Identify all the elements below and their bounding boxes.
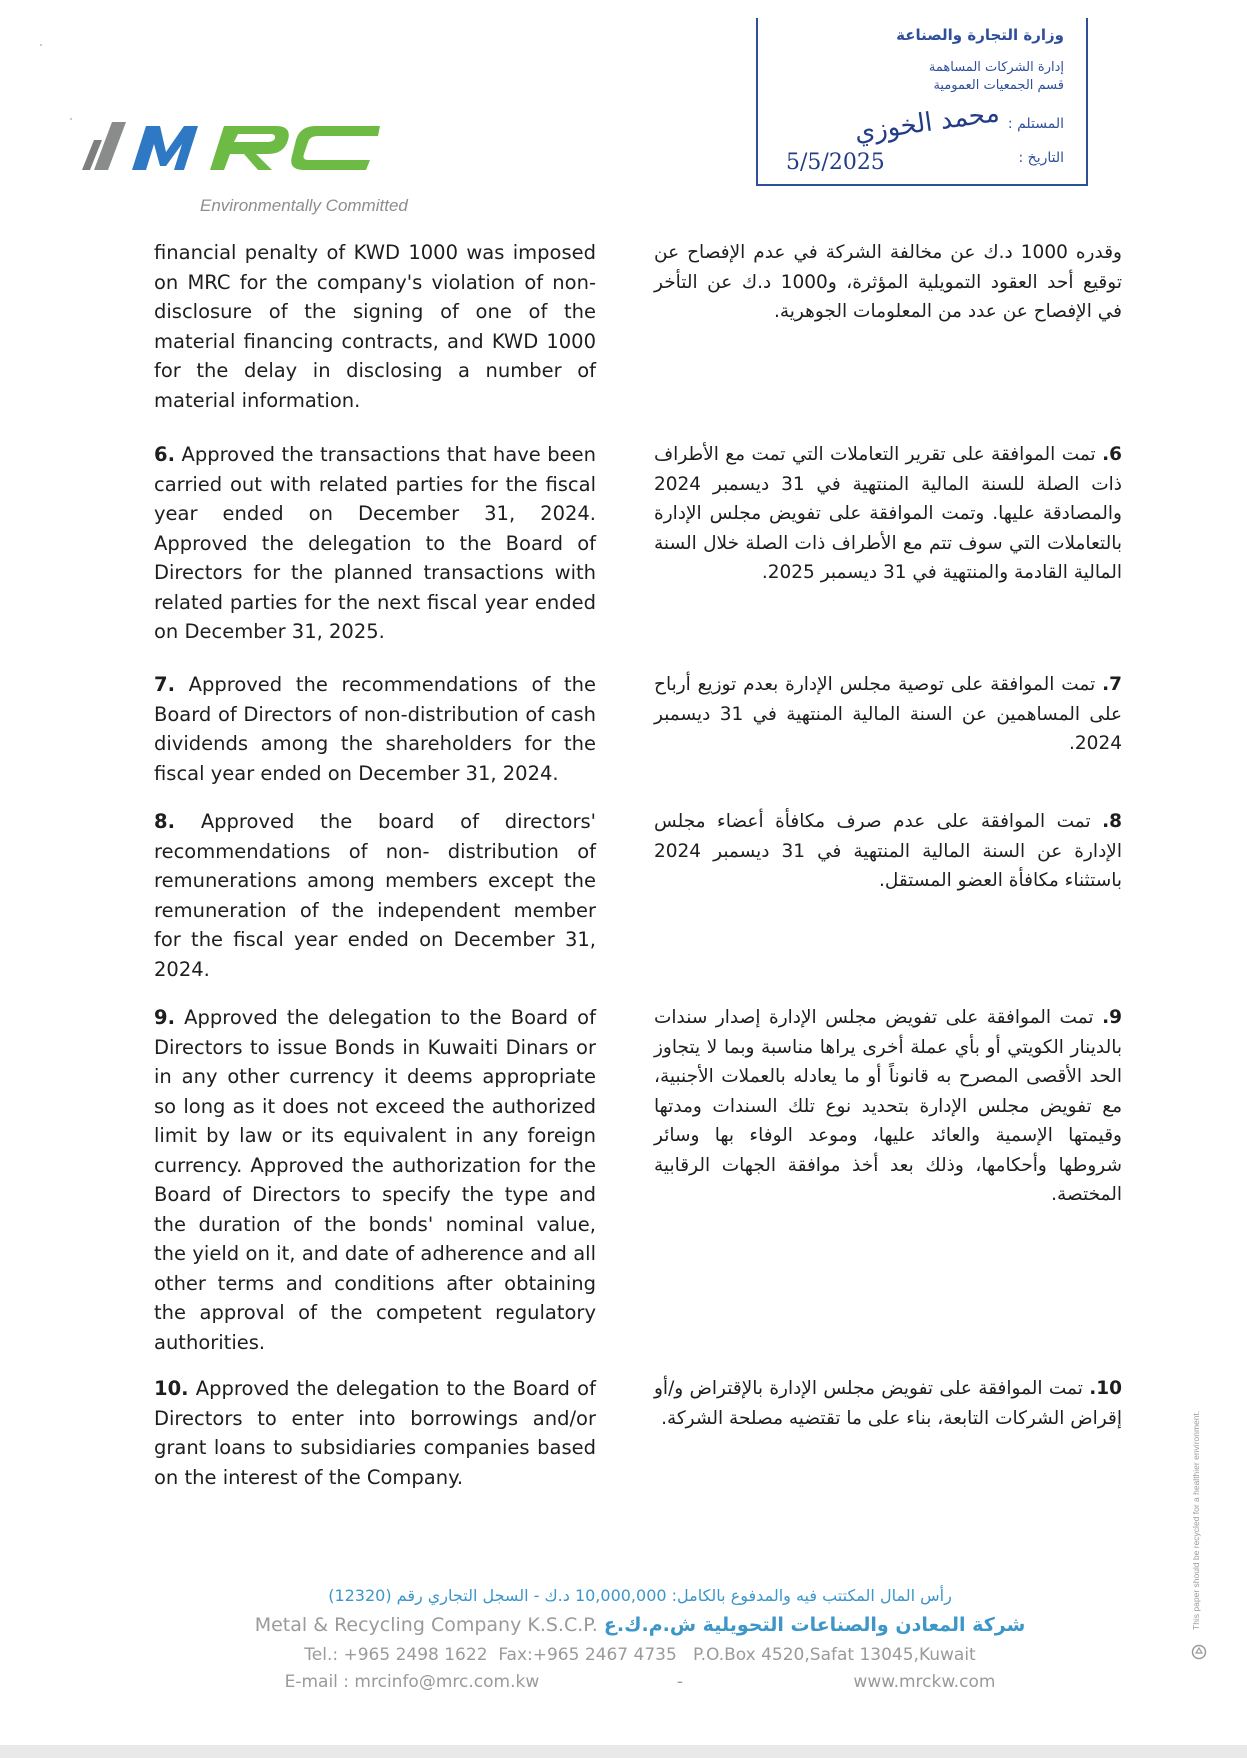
stamp-section: قسم الجمعيات العمومية bbox=[933, 78, 1064, 93]
logo-tagline: Environmentally Committed bbox=[200, 196, 408, 215]
section-ar-continuation bbox=[654, 238, 1122, 327]
section-en-9 bbox=[154, 1003, 596, 1357]
scan-speck bbox=[40, 44, 42, 46]
section-en-text: financial penalty of KWD 1000 was imposed on MRC for the company's violation of non-disclosure of the signing of one of the material financing contracts, and KWD 1000 for the delay in disclosing a number of material information. bbox=[154, 241, 596, 412]
stamp-dept: إدارة الشركات المساهمة bbox=[928, 60, 1064, 75]
section-ar-text: تمت الموافقة على تفويض مجلس الإدارة إصدار سندات بالدينار الكويتي أو بأي عملة أخرى يراها مناسبة وبما لا يتجاوز الحد الأقصى المصرح به قانوناً أو ما يعادله بالعملات الأجنبية، مع تفويض مجلس الإدارة بتحديد نوع تلك السندات ومدتها وقيمتها الإسمية والعائد عليها، وموعد الوفاء بها وسائر شروطها وأحكامها، وذلك بعد أخذ موافقة الجهات الرقابية المختصة. bbox=[654, 1007, 1122, 1205]
section-number: 7. bbox=[1102, 674, 1122, 695]
section-number: 6. bbox=[1102, 444, 1122, 465]
section-ar-6 bbox=[654, 440, 1122, 588]
section-number: 7. bbox=[154, 673, 175, 696]
section-number: 8. bbox=[1102, 811, 1122, 832]
section-ar-8 bbox=[654, 807, 1122, 896]
section-number: 10. bbox=[1089, 1378, 1122, 1399]
section-en-10 bbox=[154, 1374, 596, 1492]
section-en-text: Approved the delegation to the Board of Directors to enter into borrowings and/or grant loans to subsidiaries companies based on the interest of the Company. bbox=[154, 1377, 596, 1489]
section-ar-7 bbox=[654, 670, 1122, 759]
stamp-ministry: وزارة التجارة والصناعة bbox=[896, 26, 1064, 44]
recycle-icon bbox=[1191, 1644, 1207, 1660]
stamp-signature: محمد الخوزي bbox=[852, 97, 1002, 149]
scan-speck bbox=[70, 118, 72, 120]
section-en-continuation bbox=[154, 238, 596, 415]
footer-capital: رأس المال المكتتب فيه والمدفوع بالكامل: 10,000,000 د.ك - السجل التجاري رقم (12320) bbox=[328, 1586, 952, 1605]
section-ar-text: وقدره 1000 د.ك عن مخالفة الشركة في عدم الإفصاح عن توقيع أحد العقود التمويلية المؤثرة، و1000 د.ك عن التأخر في الإفصاح عن عدد من المعلومات الجوهرية. bbox=[654, 242, 1122, 322]
recycle-note: This paper should be recycled for a healthier environment. bbox=[1191, 1410, 1201, 1630]
section-en-8 bbox=[154, 807, 596, 984]
footer-pobox: P.O.Box 4520,Safat 13045,Kuwait bbox=[693, 1645, 976, 1665]
section-en-6 bbox=[154, 440, 596, 647]
footer-tel: Tel.: +965 2498 1622 bbox=[304, 1645, 488, 1665]
section-number: 10. bbox=[154, 1377, 189, 1400]
footer-separator: - bbox=[676, 1672, 684, 1692]
section-number: 9. bbox=[154, 1006, 175, 1029]
section-en-text: Approved the recommendations of the Board of Directors of non-distribution of cash dividends among the shareholders for the fiscal year ended on December 31, 2024. bbox=[154, 673, 596, 785]
footer-company-en: Metal & Recycling Company K.S.C.P. bbox=[254, 1614, 598, 1636]
stamp-date: 5/5/2025 bbox=[786, 150, 885, 175]
footer-fax: Fax:+965 2467 4735 bbox=[498, 1645, 677, 1665]
stamp-date-label: التاريخ : bbox=[1018, 150, 1064, 166]
scan-edge bbox=[0, 1745, 1247, 1758]
section-ar-9 bbox=[654, 1003, 1122, 1210]
section-ar-text: تمت الموافقة على تقرير التعاملات التي تمت مع الأطراف ذات الصلة للسنة المالية المنتهية في 31 ديسمبر 2024 والمصادقة عليها. وتمت الموافقة على تفويض مجلس الإدارة بالتعاملات التي سوف تتم مع الأطراف ذات الصلة خلال السنة المالية القادمة والمنتهية في 31 ديسمبر 2025. bbox=[654, 444, 1123, 583]
footer-company-ar: شركة المعادن والصناعات التحويلية ش.م.ك.ع bbox=[603, 1614, 1026, 1636]
section-ar-10 bbox=[654, 1374, 1122, 1433]
section-en-7 bbox=[154, 670, 596, 788]
footer-web bbox=[240, 1672, 1040, 1692]
footer-email[interactable]: E-mail : mrcinfo@mrc.com.kw bbox=[284, 1672, 540, 1692]
section-ar-text: تمت الموافقة على عدم صرف مكافأة أعضاء مجلس الإدارة عن السنة المالية المنتهية في 31 ديسمبر 2024 باستثناء مكافأة العضو المستقل. bbox=[654, 811, 1123, 891]
section-en-text: Approved the delegation to the Board of Directors to issue Bonds in Kuwaiti Dinars or in any other currency it deems appropriate so long as it does not exceed the authorized limit by law or its equivalent in any foreign currency. Approved the authorization for the Board of Directors to specify the type and the duration of the bonds' nominal value, the yield on it, and date of adherence and all other terms and conditions after obtaining the approval of the competent regulatory authorities. bbox=[154, 1006, 596, 1354]
section-ar-text: تمت الموافقة على توصية مجلس الإدارة بعدم توزيع أرباح على المساهمين عن السنة المالية المنتهية في 31 ديسمبر 2024. bbox=[654, 674, 1122, 754]
section-en-text: Approved the transactions that have been carried out with related parties for the fiscal year ended on December 31, 2024. Approved the delegation to the Board of Directors for the planned transactions with related parties for the next fiscal year ended on December 31, 2025. bbox=[154, 443, 596, 643]
section-ar-text: تمت الموافقة على تفويض مجلس الإدارة بالإقتراض و/أو إقراض الشركات التابعة، بناء على ما تقتضيه مصلحة الشركة. bbox=[654, 1378, 1122, 1429]
section-number: 6. bbox=[154, 443, 175, 466]
footer-company bbox=[240, 1614, 1040, 1636]
footer-website[interactable]: www.mrckw.com bbox=[853, 1672, 996, 1692]
footer-contacts bbox=[240, 1645, 1040, 1665]
ministry-stamp bbox=[756, 18, 1088, 186]
stamp-received-label: المستلم : bbox=[1007, 116, 1064, 132]
section-en-text: Approved the board of directors' recommendations of non- distribution of remunerations among members except the remuneration of the independent member for the fiscal year ended on December 31, 2024. bbox=[154, 810, 596, 981]
section-number: 8. bbox=[154, 810, 175, 833]
section-number: 9. bbox=[1102, 1007, 1122, 1028]
